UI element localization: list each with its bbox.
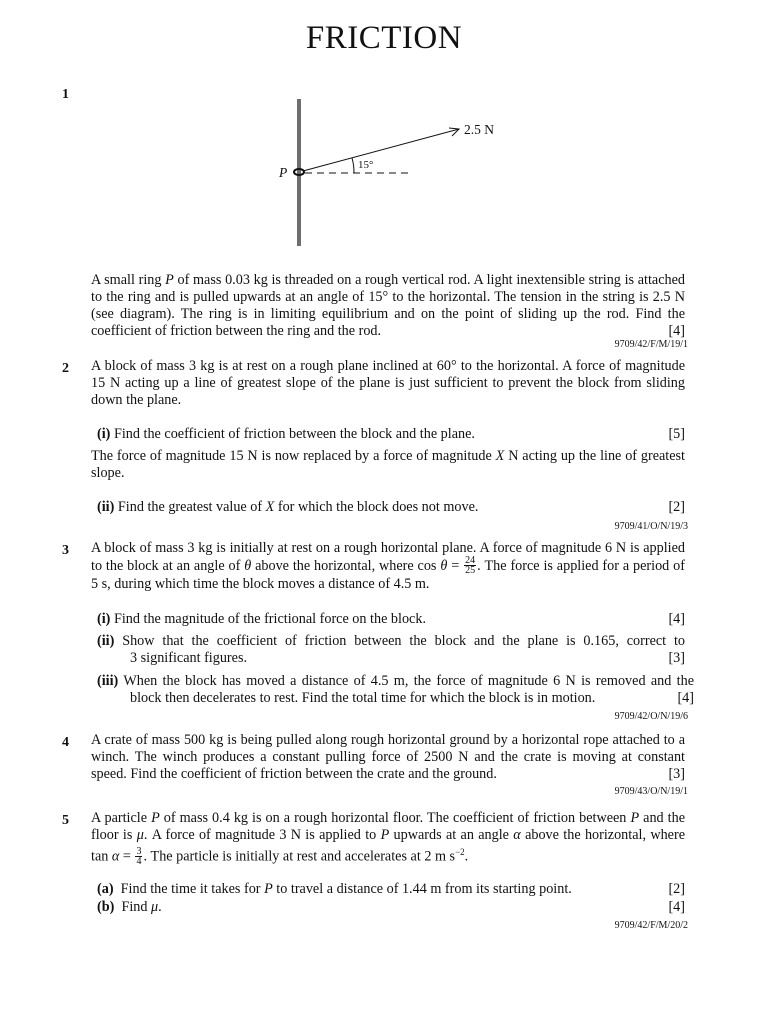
question-3-text: A block of mass 3 kg is initially at rest on a rough horizontal plane. A force of magnitude 6 N is applied to the block at an angle of θ above the horizontal, where cos θ = $\frac{24}{25}$ . The force is applied for a period of 5 s, during which time the block moves a distance of 4.5 m.: [91, 540, 685, 592]
question-5-text: A particle P of mass 0.4 kg is on a rough horizontal floor. The coefficient of friction between P and the floor is μ. A force of magnitude 3 N is applied to P upwards at an angle α above the horizontal, where tan α = $\frac{3}{4}$ . The particle is initially at rest and accelerates at 2 m $s^{-2}$.: [91, 810, 686, 867]
part-text: Find the coefficient of friction between the block and the plane.: [113, 426, 475, 442]
part-label: (iii): [97, 673, 119, 689]
part-marks: [4]: [668, 899, 685, 915]
question-1-number: 1: [62, 87, 69, 102]
part-marks: [3]: [668, 650, 685, 666]
page-title: FRICTION: [305, 20, 463, 56]
ring-rod-diagram: [0, 0, 768, 260]
angle-label: 15°: [358, 159, 374, 171]
question-2-text: A block of mass 3 kg is at rest on a rough plane inclined at 60° to the horizontal. A force of magnitude 15 N acting up a line of greatest slope of the plane is just sufficient to prevent the block from sliding down the plane.: [91, 358, 685, 408]
question-1-text: A small ring P of mass 0.03 kg is threaded on a rough vertical rod. A light inextensible string is attached to the ring and is pulled upwards at an angle of 15° to the horizontal. The tension in the string is 2.5 N (see diagram). The ring is in limiting equilibrium and on the point of sliding up the rod. Find the coefficient of friction between the ring and the rod. [4]: [91, 272, 685, 339]
question-5-number: 5: [62, 813, 69, 828]
question-2-ref: 9709/41/O/N/19/3: [614, 521, 688, 532]
part-marks: [4]: [677, 690, 694, 706]
part-marks: [2]: [668, 499, 685, 515]
part-label: (a): [97, 881, 114, 897]
question-3-number: 3: [62, 543, 69, 558]
angle-arc: [352, 158, 354, 173]
question-3-part-iii: (iii) When the block has moved a distance of 4.5 m, the force of magnitude 6 N is removed and the block then decelerates to rest. Find the total time for which the block is in motion. [4]: [97, 673, 694, 706]
question-5-part-a: (a) Find the time it takes for P to travel a distance of 1.44 m from its starting point. [2]: [97, 881, 685, 897]
part-marks: [2]: [668, 881, 685, 897]
question-4-number: 4: [62, 735, 69, 750]
question-2-part-ii: (ii) Find the greatest value of X for which the block does not move. [2]: [97, 499, 685, 515]
question-4-text: A crate of mass 500 kg is being pulled along rough horizontal ground by a horizontal rope attached to a winch. The winch produces a constant pulling force of 2500 N and the crate is moving at constant speed. Find the coefficient of friction between the crate and the ground. [3]: [91, 732, 685, 782]
question-3-part-i: [97, 611, 685, 628]
question-4-ref: 9709/43/O/N/19/1: [614, 786, 688, 797]
arrow-head: [449, 128, 459, 136]
question-1-marks: [4]: [668, 323, 685, 339]
part-marks: [5]: [668, 426, 685, 442]
question-1-ref: 9709/42/F/M/19/1: [614, 339, 688, 350]
cos-fraction: $\frac{24}{25}$: [465, 555, 476, 576]
question-2-part-i: [97, 426, 685, 443]
part-marks: [4]: [668, 611, 685, 627]
question-3-part-ii: (ii) Show that the coefficient of friction between the block and the plane is 0.165, correct to 3 significant figures. [3]: [97, 633, 685, 666]
part-label: (ii): [97, 633, 115, 649]
part-label: (i): [97, 611, 111, 627]
part-text: Find the magnitude of the frictional force on the block.: [113, 611, 426, 627]
point-label: P: [279, 165, 288, 180]
question-3-ref: 9709/42/O/N/19/6: [614, 711, 688, 722]
question-2-middle-text: The force of magnitude 15 N is now replaced by a force of magnitude X N acting up the line of greatest slope.: [91, 448, 685, 481]
force-label: 2.5 N: [464, 122, 494, 137]
question-5-ref: 9709/42/F/M/20/2: [614, 920, 688, 931]
tan-fraction: $\frac{3}{4}$: [136, 845, 142, 867]
part-label: (i): [97, 426, 111, 442]
part-label: (ii): [97, 499, 115, 515]
string-line: [303, 129, 459, 171]
question-4-marks: [3]: [668, 766, 685, 782]
part-label: (b): [97, 899, 115, 915]
question-2-number: 2: [62, 361, 69, 376]
question-5-part-b: (b) Find μ. [4]: [97, 899, 685, 915]
